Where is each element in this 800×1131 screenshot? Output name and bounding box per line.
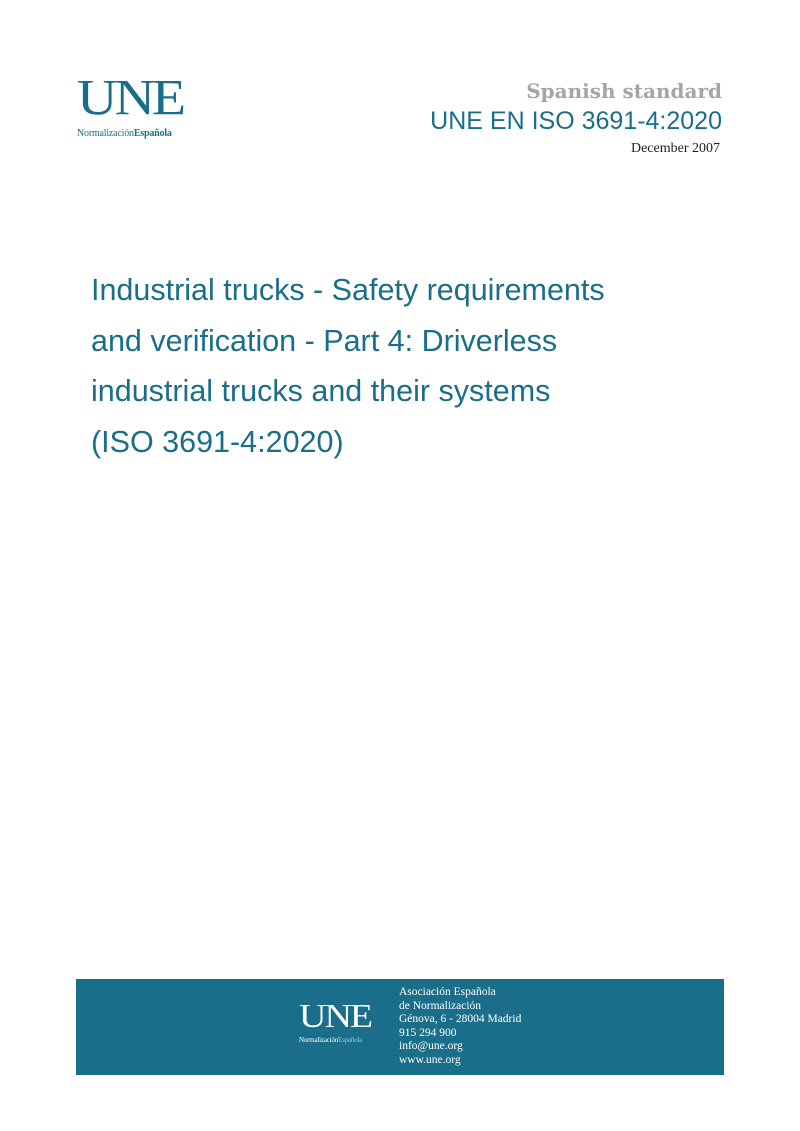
- publisher-address: Génova, 6 - 28004 Madrid: [399, 1013, 522, 1026]
- document-title: [91, 265, 691, 467]
- title-line: and verification - Part 4: Driverless: [91, 323, 558, 358]
- une-logo-subtitle: [77, 128, 183, 139]
- standard-date: December 2007: [630, 141, 720, 156]
- publisher-contact: [399, 986, 521, 1068]
- footer-logo-wordmark: UNE: [299, 997, 372, 1036]
- standard-kind: Spanish standard: [526, 79, 722, 103]
- publisher-name-line2: de Normalización: [399, 999, 482, 1012]
- logo-sub-normal: Normalización: [77, 128, 134, 139]
- publisher-phone: 915 294 900: [399, 1026, 457, 1039]
- standard-header: [430, 78, 722, 160]
- title-line: Industrial trucks - Safety requirements: [91, 273, 605, 307]
- une-logo: [77, 70, 184, 139]
- publisher-name-line1: Asociación Española: [399, 986, 496, 998]
- une-logo-wordmark: UNE: [77, 70, 184, 127]
- footer-une-logo: [299, 997, 372, 1044]
- standard-code: UNE EN ISO 3691-4:2020: [430, 107, 722, 135]
- footer-logo-sub-accent: Española: [338, 1036, 363, 1044]
- publisher-footer: [76, 979, 724, 1075]
- publisher-website: www.une.org: [399, 1053, 461, 1066]
- footer-logo-sub-normal: Normalización: [299, 1036, 338, 1044]
- title-line: industrial trucks and their systems: [91, 374, 551, 408]
- logo-sub-bold: Española: [133, 128, 172, 139]
- title-line: (ISO 3691-4:2020): [91, 424, 344, 459]
- publisher-email: info@une.org: [399, 1040, 463, 1053]
- footer-logo-subtitle: [299, 1036, 371, 1044]
